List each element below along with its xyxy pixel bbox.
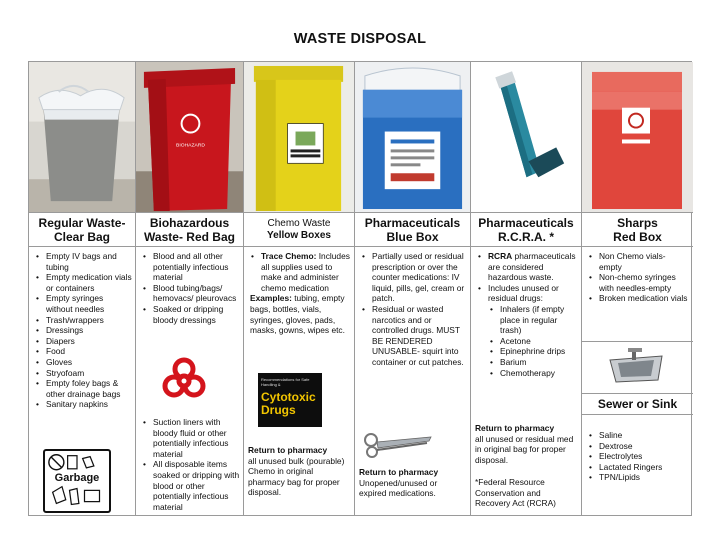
column-chemo-waste bbox=[244, 62, 355, 515]
list-item: • Blood and all other potentially infectious material bbox=[142, 251, 240, 283]
examples-label: Examples: bbox=[250, 293, 292, 304]
column-header bbox=[582, 214, 693, 247]
list-item: • Food bbox=[35, 346, 132, 357]
list-item: • Non Chemo vials- empty bbox=[588, 251, 690, 272]
section-divider bbox=[582, 341, 693, 342]
list-item bbox=[250, 251, 351, 293]
item-list bbox=[250, 251, 351, 293]
sink-icon bbox=[606, 346, 666, 386]
list-item: • Blood tubing/bags/ hemovacs/ pleurovacs bbox=[142, 283, 240, 304]
examples-text bbox=[250, 293, 351, 335]
section-divider bbox=[582, 414, 693, 415]
cytotoxic-big-text: Cytotoxic Drugs bbox=[261, 390, 316, 417]
return-label: Return to pharmacy bbox=[248, 445, 328, 455]
biohazard-icon bbox=[160, 355, 208, 403]
list-item: • TPN/Lipids bbox=[588, 472, 690, 483]
column-pharmaceuticals-blue bbox=[355, 62, 471, 515]
list-subitem: • Barium bbox=[477, 357, 578, 368]
header-line-2: Red Box bbox=[613, 229, 662, 244]
svg-text:BIOHAZARD: BIOHAZARD bbox=[176, 143, 205, 149]
return-block bbox=[359, 467, 467, 499]
column-body bbox=[136, 249, 243, 515]
column-body bbox=[244, 249, 354, 515]
list-item: • Partially used or residual prescription or over the counter medications: IV liquid, pills, gel, cream or patch. bbox=[361, 251, 467, 304]
return-block bbox=[248, 445, 351, 498]
list-item: • Saline bbox=[588, 430, 690, 441]
trash-can-photo bbox=[29, 62, 135, 213]
list-subitem: • Acetone bbox=[477, 336, 578, 347]
header-line-1: Chemo Waste bbox=[267, 218, 331, 229]
item-list bbox=[477, 251, 578, 378]
list-item: • Gloves bbox=[35, 357, 132, 368]
rcra-text: pharmaceuticals are considered hazardous waste. bbox=[488, 251, 576, 283]
column-body bbox=[29, 249, 135, 515]
scissors-icon bbox=[363, 429, 435, 459]
garbage-label: Garbage bbox=[54, 472, 100, 484]
column-sharps bbox=[582, 62, 693, 515]
sewer-sink-header: Sewer or Sink bbox=[597, 397, 678, 411]
header-line-2: Yellow Boxes bbox=[267, 230, 331, 241]
header-line-1: Pharmaceuticals bbox=[364, 216, 461, 230]
waste-disposal-chart bbox=[28, 61, 692, 516]
list-item: • Empty syringes without needles bbox=[35, 293, 132, 314]
rcra-footnote: *Federal Resource Conservation and Recovery Act (RCRA) bbox=[475, 477, 556, 509]
list-item: • Non-chemo syringes with needles-empty bbox=[588, 272, 690, 293]
trace-chemo-label: Trace Chemo: bbox=[261, 251, 317, 261]
item-list bbox=[35, 251, 132, 410]
garbage-icon bbox=[43, 449, 111, 513]
list-subitem: • Chemotherapy bbox=[477, 368, 578, 379]
yellow-chemo-box-photo bbox=[244, 62, 354, 213]
list-item: • Empty medication vials or containers bbox=[35, 272, 132, 293]
header-line-1: Sharps bbox=[617, 216, 658, 230]
examples-value: tubing, empty bags, bottles, vials, syringes, gloves, pads, masks, gowns, wipes etc. bbox=[250, 293, 345, 336]
item-list bbox=[588, 430, 690, 483]
return-block bbox=[475, 423, 578, 465]
list-item: • Broken medication vials bbox=[588, 293, 690, 304]
header-line-2: Waste- Red Bag bbox=[144, 229, 235, 244]
rcra-label: RCRA bbox=[488, 251, 513, 261]
list-item: • Residual or wasted narcotics and or controlled drugs. MUST BE RENDERED UNUSABLE- squirt into container or cut patches. bbox=[361, 304, 467, 368]
blue-box-photo bbox=[355, 62, 470, 213]
list-item: • Dressings bbox=[35, 325, 132, 336]
column-regular-waste bbox=[29, 62, 136, 515]
list-item: • Suction liners with bloody fluid or other potentially infectious material bbox=[142, 417, 240, 459]
list-subitem: • Inhalers (if empty place in regular trash) bbox=[477, 304, 578, 336]
column-header bbox=[471, 214, 581, 247]
column-header bbox=[244, 214, 354, 247]
list-item: • Stryofoam bbox=[35, 368, 132, 379]
column-body bbox=[471, 249, 581, 515]
list-item: • Dextrose bbox=[588, 441, 690, 452]
column-header bbox=[136, 214, 243, 247]
page-title: WASTE DISPOSAL bbox=[293, 31, 427, 47]
return-text: Unopened/unused or expired medications. bbox=[359, 477, 438, 499]
column-header bbox=[355, 214, 470, 247]
inhaler-photo bbox=[471, 62, 581, 213]
list-item: • Trash/wrappers bbox=[35, 315, 132, 326]
cytotoxic-small-text: Recommendations for Safe Handling & bbox=[261, 377, 310, 387]
return-text: all unused bulk (pourable) Chemo in original pharmacy bag for proper disposal. bbox=[248, 455, 345, 498]
list-subitem: • Epinephrine drips bbox=[477, 346, 578, 357]
list-item: • Diapers bbox=[35, 336, 132, 347]
return-label: Return to pharmacy bbox=[359, 467, 439, 477]
item-list bbox=[588, 251, 690, 304]
return-label: Return to pharmacy bbox=[475, 423, 555, 433]
biohazard-bin-photo bbox=[136, 62, 243, 213]
header-line-2: R.C.R.A. * bbox=[497, 229, 554, 244]
section-divider bbox=[582, 393, 693, 394]
return-text: all unused or residual med in original bag for proper disposal. bbox=[475, 433, 574, 465]
column-biohazardous bbox=[136, 62, 244, 515]
list-item: • Empty foley bags & other drainage bags bbox=[35, 378, 132, 399]
sharps-container-photo bbox=[582, 62, 693, 213]
sewer-body bbox=[582, 428, 693, 515]
list-item bbox=[477, 251, 578, 283]
header-line-2: Blue Box bbox=[386, 229, 439, 244]
column-header bbox=[29, 214, 135, 247]
list-item: • Electrolytes bbox=[588, 451, 690, 462]
list-item: • Sanitary napkins bbox=[35, 399, 132, 410]
list-item: • Empty IV bags and tubing bbox=[35, 251, 132, 272]
column-pharmaceuticals-rcra bbox=[471, 62, 582, 515]
column-body bbox=[355, 249, 470, 515]
item-list bbox=[361, 251, 467, 368]
header-line-1: Biohazardous bbox=[149, 216, 230, 230]
item-list bbox=[142, 417, 240, 512]
header-line-2: Clear Bag bbox=[53, 229, 111, 244]
list-item: • All disposable items soaked or dripping with blood or other potentially infectious material bbox=[142, 459, 240, 512]
list-item: • Includes unused or residual drugs: bbox=[477, 283, 578, 304]
cytotoxic-drugs-label bbox=[258, 373, 322, 427]
header-line-1: Pharmaceuticals bbox=[478, 216, 574, 230]
item-list bbox=[142, 251, 240, 325]
list-item: • Soaked or dripping bloody dressings bbox=[142, 304, 240, 325]
list-item: • Lactated Ringers bbox=[588, 462, 690, 473]
header-line-1: Regular Waste- bbox=[38, 216, 126, 230]
trace-chemo-text: Includes all supplies used to make and administer chemo medication bbox=[261, 251, 350, 293]
